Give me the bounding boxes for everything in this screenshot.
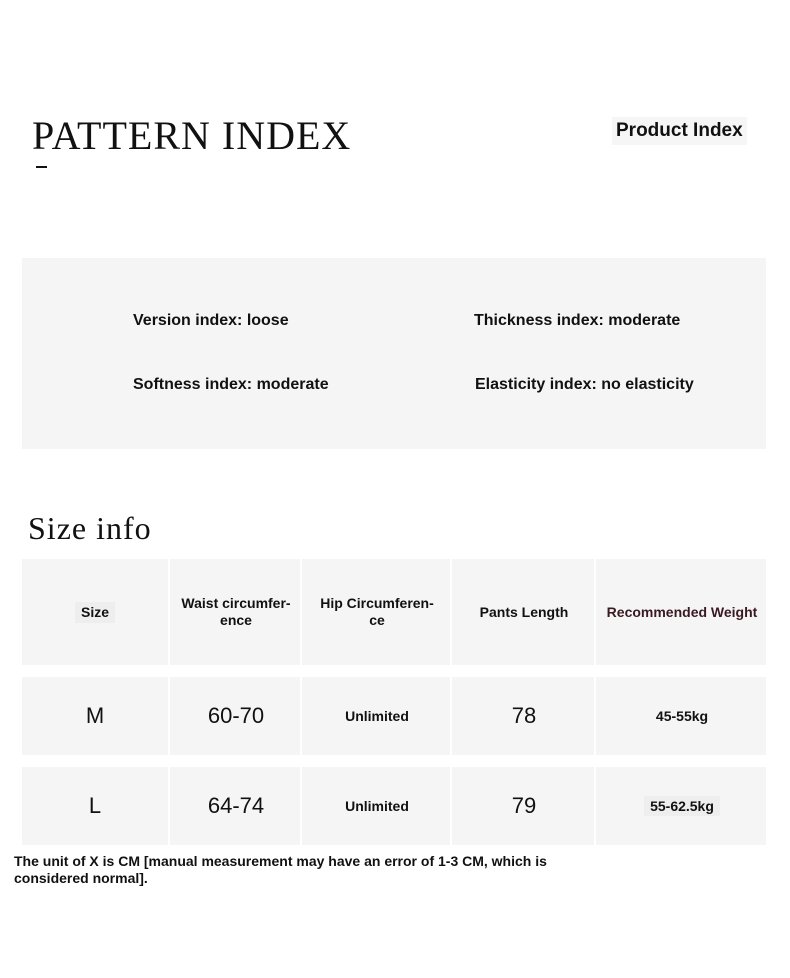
cell-pants-length: 78	[450, 677, 596, 755]
cell-waist: 60-70	[168, 677, 302, 755]
version-index: Version index: loose	[133, 312, 289, 329]
product-index-label: Product Index	[612, 117, 747, 145]
cell-hip: Unlimited	[300, 677, 452, 755]
cell-weight: 45-55kg	[594, 677, 768, 755]
cell-weight: 55-62.5kg	[594, 767, 768, 845]
cell-size: M	[85, 703, 105, 728]
cell-size: L	[88, 793, 102, 818]
softness-index: Softness index: moderate	[133, 376, 329, 393]
table-row	[22, 677, 766, 755]
size-table-header	[22, 559, 766, 665]
thickness-index: Thickness index: moderate	[474, 312, 681, 329]
header-recommended-weight: Recommended Weight	[594, 559, 768, 665]
size-info-title: Size info	[28, 510, 152, 546]
cell-waist: 64-74	[168, 767, 302, 845]
page-title: PATTERN INDEX	[32, 113, 352, 158]
elasticity-index: Elasticity index: no elasticity	[475, 376, 694, 393]
measurement-note: The unit of X is CM [manual measurement may have an error of 1-3 CM, which is considered normal].	[14, 853, 547, 886]
table-row	[22, 767, 766, 845]
header-size: Size	[22, 559, 168, 665]
header-waist: Waist circumfer- ence	[168, 559, 302, 665]
product-index-panel	[22, 258, 766, 449]
header-hip: Hip Circumferen- ce	[300, 559, 452, 665]
cell-hip: Unlimited	[300, 767, 452, 845]
header-pants-length: Pants Length	[450, 559, 596, 665]
title-underline	[36, 166, 47, 168]
cell-pants-length: 79	[450, 767, 596, 845]
